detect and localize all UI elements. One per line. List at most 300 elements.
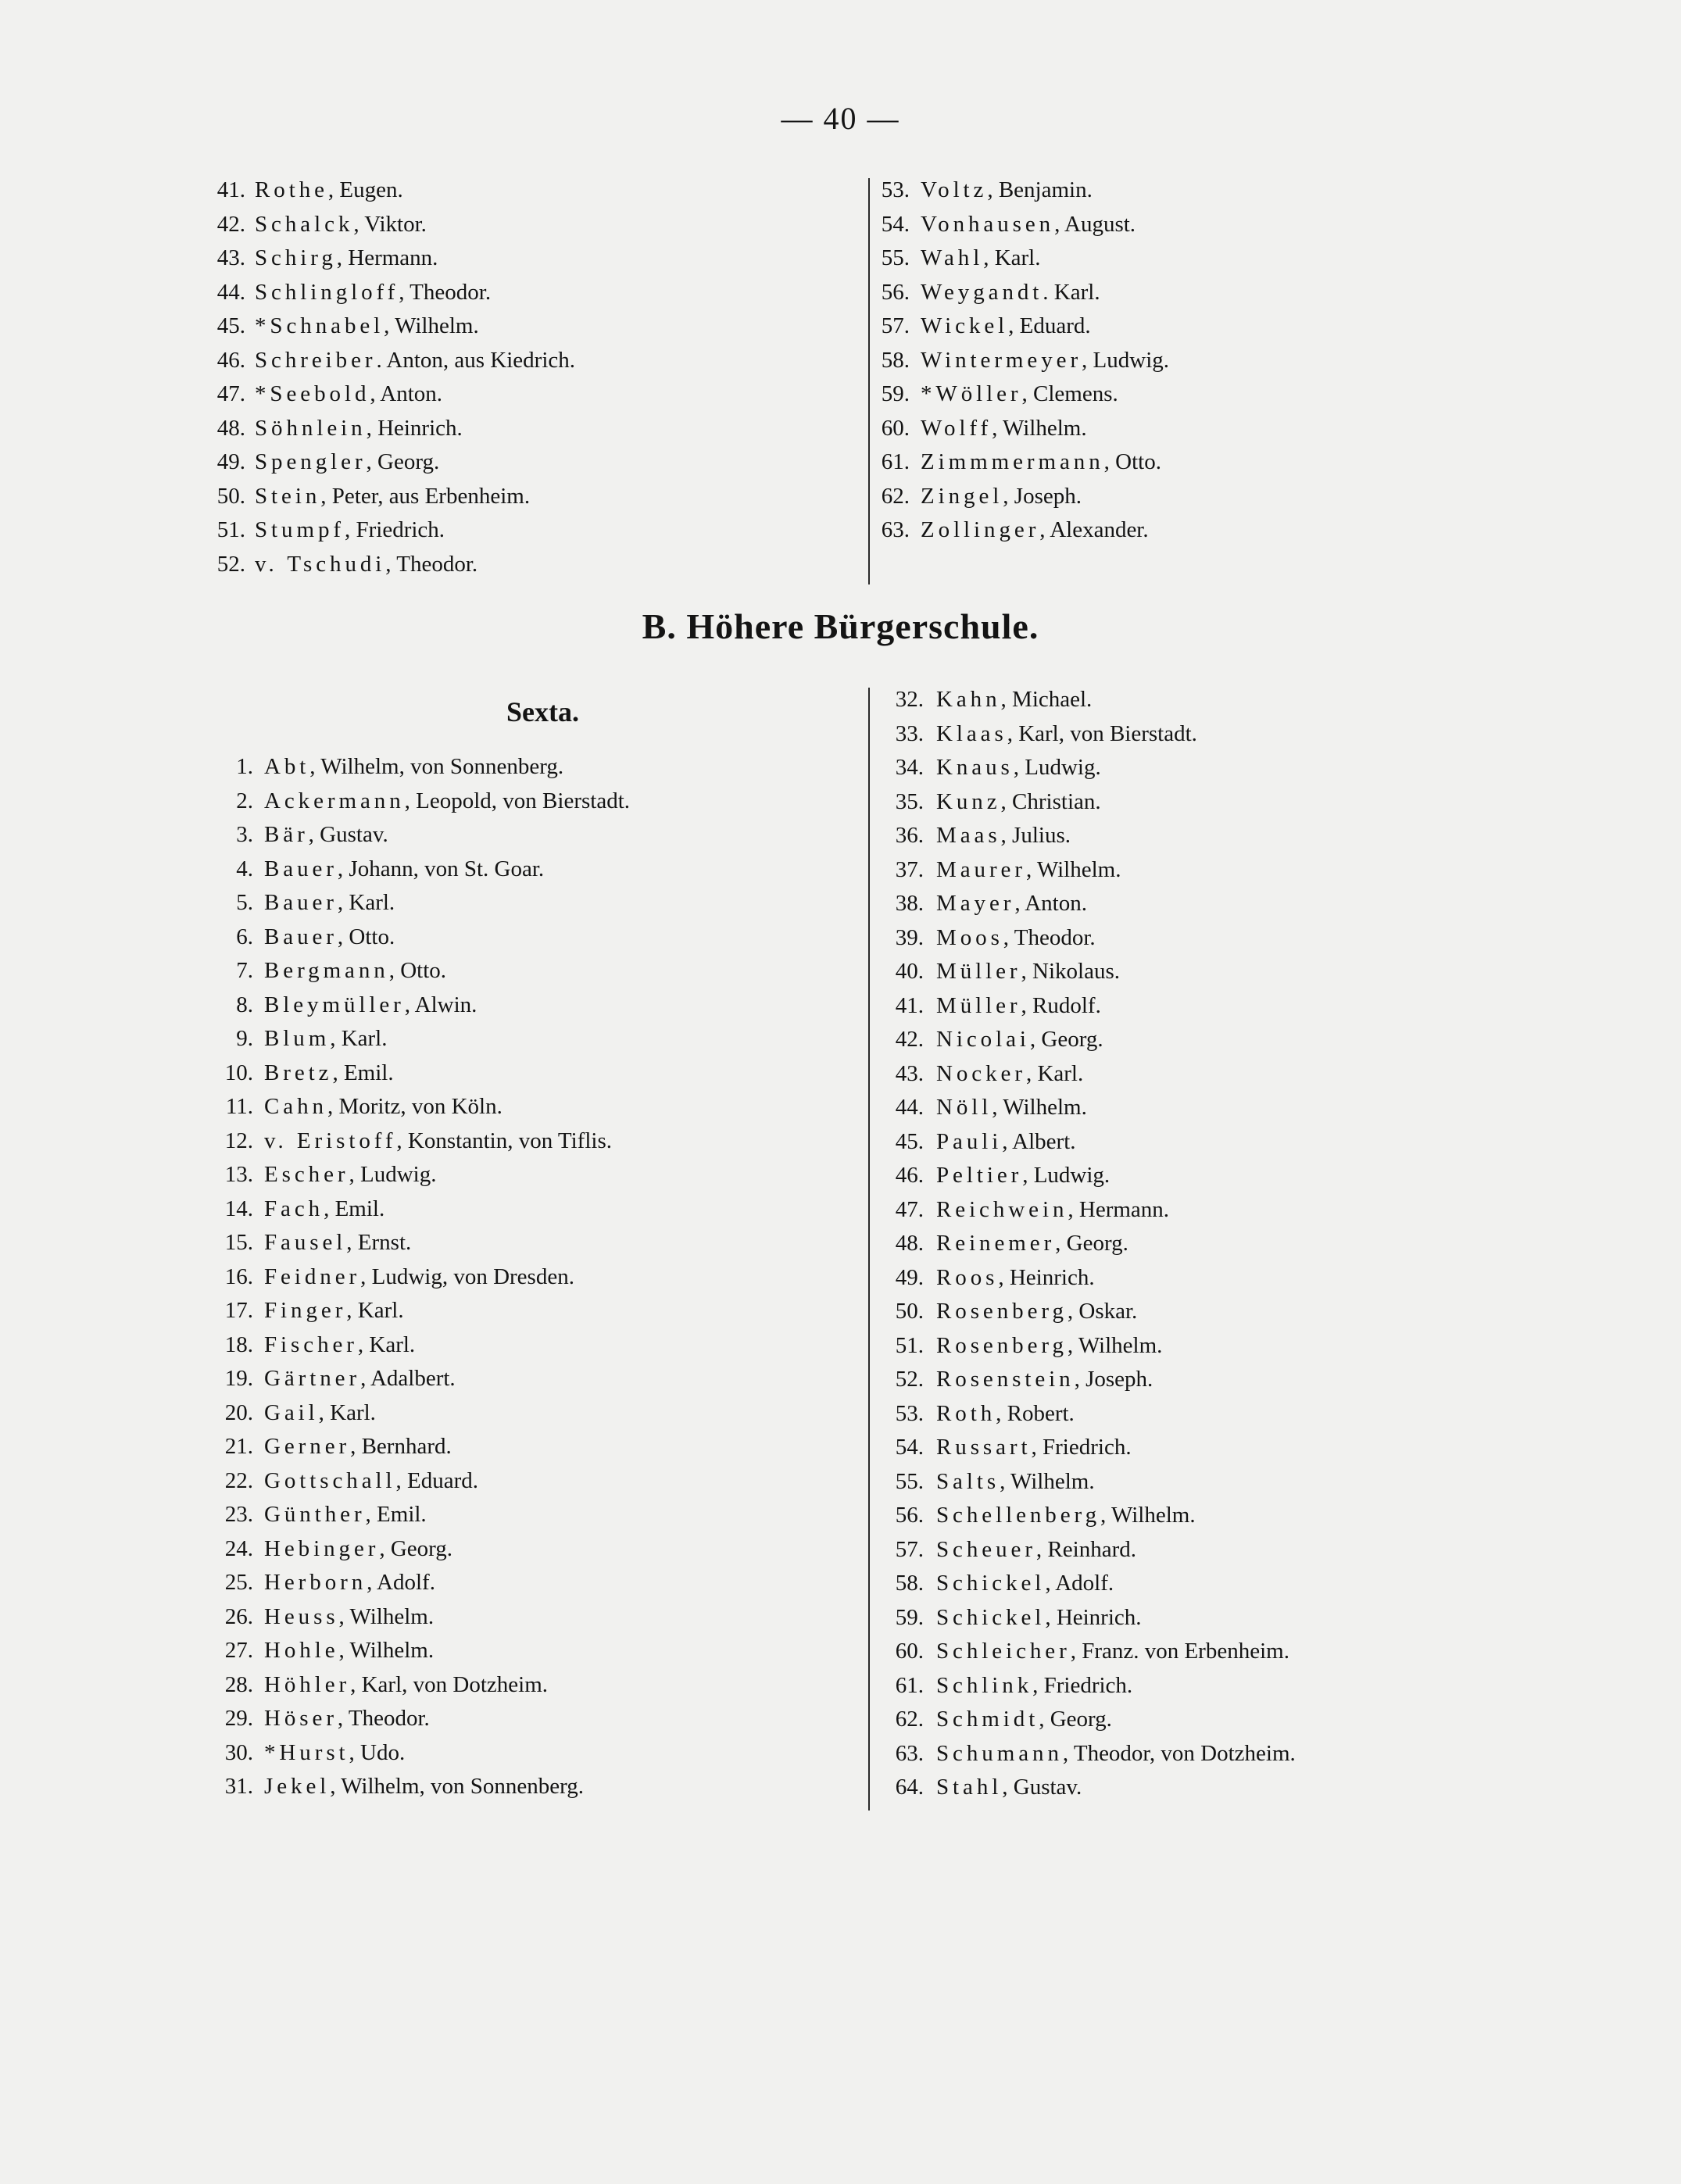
entry-name: [264, 1702, 430, 1736]
list-item: [869, 1703, 1510, 1737]
entry-name: [921, 241, 1040, 276]
entry-name: [264, 1158, 436, 1192]
surname: Spengler: [255, 449, 367, 474]
entry-name: [936, 1703, 1112, 1737]
given-name-details: , Wilhelm.: [992, 1095, 1087, 1120]
surname: Stein: [255, 483, 321, 509]
surname: Rosenberg: [936, 1299, 1068, 1324]
surname: *Hurst: [264, 1739, 349, 1765]
surname: Stahl: [936, 1775, 1003, 1800]
entry-number: 30.: [224, 1739, 253, 1765]
entry-number: 60.: [895, 1639, 924, 1664]
given-name-details: , Emil.: [324, 1196, 385, 1221]
entry-name: [255, 344, 575, 378]
list-item: [869, 1057, 1510, 1092]
list-item: [869, 1669, 1510, 1703]
given-name-details: , Friedrich.: [1031, 1435, 1132, 1460]
given-name-details: , Peter, aus Erbenheim.: [320, 483, 531, 509]
given-name-details: , Karl, von Bierstadt.: [1007, 720, 1197, 746]
given-name-details: , Georg.: [366, 449, 440, 474]
entry-name: [936, 1635, 1289, 1669]
list-item: [869, 1771, 1510, 1805]
entry-name: [936, 921, 1096, 956]
list-item: [195, 1056, 867, 1091]
entry-name: [264, 1328, 415, 1363]
entry-number: 3.: [236, 822, 253, 847]
surname: Stumpf: [255, 517, 345, 542]
list-item: [869, 1193, 1510, 1228]
entry-number: 7.: [236, 958, 253, 983]
surname: Gottschall: [264, 1467, 396, 1493]
given-name-details: , Friedrich.: [1032, 1672, 1133, 1698]
list-item: [195, 853, 867, 887]
entry-name: [264, 1090, 503, 1124]
entry-name: [264, 1294, 404, 1328]
given-name-details: , Theodor, von Dotzheim.: [1062, 1740, 1296, 1766]
entry-name: [936, 1227, 1128, 1261]
entry-name: [936, 887, 1087, 921]
entry-name: [264, 1634, 434, 1668]
list-item: [869, 412, 1510, 446]
surname: Wintermeyer: [921, 347, 1082, 373]
given-name-details: , Franz. von Erbenheim.: [1070, 1639, 1289, 1664]
list-item: [180, 377, 852, 412]
surname: Abt: [264, 754, 310, 779]
surname: Schlink: [936, 1672, 1033, 1698]
surname: Schleicher: [936, 1639, 1071, 1664]
list-item: [195, 1498, 867, 1532]
entry-number: 47.: [216, 381, 245, 406]
surname: Wolff: [921, 415, 993, 441]
surname: *Wöller: [921, 381, 1022, 406]
list-item: [180, 513, 852, 548]
entry-number: 51.: [895, 1332, 924, 1358]
entry-number: 58.: [895, 1571, 924, 1596]
section-heading: B. Höhere Bürgerschule.: [642, 606, 1039, 646]
surname: Salts: [936, 1468, 1000, 1494]
entry-number: 45.: [895, 1128, 924, 1154]
list-item: [869, 309, 1510, 344]
entry-number: 63.: [895, 1740, 924, 1766]
surname: Schreiber: [255, 347, 377, 373]
entry-number: 40.: [895, 959, 924, 984]
entry-number: 59.: [895, 1604, 924, 1630]
entry-name: [255, 309, 479, 344]
surname: Nöll: [936, 1095, 993, 1120]
entry-number: 33.: [895, 720, 924, 746]
entry-name: [936, 1499, 1196, 1533]
given-name-details: , Michael.: [1000, 687, 1093, 712]
list-item: [195, 954, 867, 988]
surname: Heuss: [264, 1603, 339, 1629]
entry-name: [936, 1329, 1162, 1364]
surname: Fausel: [264, 1230, 347, 1255]
given-name-details: , Eugen.: [327, 177, 403, 202]
given-name-details: , Anton.: [1014, 891, 1087, 916]
entry-number: 61.: [881, 449, 910, 474]
entry-name: [264, 1192, 384, 1227]
entry-name: [264, 1226, 411, 1260]
entry-number: 57.: [881, 313, 910, 338]
list-item: [180, 445, 852, 480]
entry-number: 36.: [895, 823, 924, 848]
surname: Zimmmermann: [921, 449, 1104, 474]
given-name-details: , Joseph.: [1003, 483, 1082, 509]
entry-name: [936, 1465, 1095, 1499]
entry-name: [921, 208, 1136, 242]
surname: Höser: [264, 1706, 338, 1731]
list-item: [869, 921, 1510, 956]
entry-number: 46.: [216, 347, 245, 373]
list-item: [195, 886, 867, 920]
entry-name: [255, 480, 530, 514]
list-item: [869, 1363, 1510, 1397]
entry-name: [264, 853, 544, 887]
surname: Mayer: [936, 891, 1015, 916]
list-item: [869, 513, 1510, 548]
entry-name: [921, 513, 1149, 548]
given-name-details: , Georg.: [1055, 1231, 1128, 1256]
list-item: [195, 1566, 867, 1600]
surname: Bauer: [264, 924, 338, 949]
list-item: [195, 1396, 867, 1431]
list-item: [195, 1328, 867, 1363]
list-item: [180, 173, 852, 208]
given-name-details: , Friedrich.: [344, 517, 445, 542]
entry-name: [936, 819, 1071, 853]
surname: Schellenberg: [936, 1503, 1101, 1528]
entry-number: 2.: [236, 788, 253, 813]
given-name-details: , Julius.: [1000, 823, 1071, 848]
given-name-details: , Otto.: [1103, 449, 1161, 474]
entry-number: 58.: [881, 347, 910, 373]
entry-number: 44.: [895, 1095, 924, 1120]
given-name-details: , Otto.: [337, 924, 395, 949]
entry-number: 61.: [895, 1672, 924, 1698]
list-item: [869, 1567, 1510, 1601]
given-name-details: , Theodor.: [1003, 924, 1096, 950]
entry-name: [936, 1601, 1142, 1635]
surname: Kunz: [936, 788, 1001, 814]
entry-name: [264, 1736, 405, 1771]
given-name-details: , Eduard.: [1008, 313, 1091, 338]
list-item: [869, 819, 1510, 853]
entry-name: [255, 241, 438, 276]
entry-number: 16.: [224, 1264, 253, 1289]
entry-name: [255, 173, 403, 208]
given-name-details: , Emil.: [332, 1060, 394, 1085]
surname: Bauer: [264, 890, 338, 915]
surname: Escher: [264, 1162, 349, 1187]
entry-name: [921, 276, 1100, 310]
entry-name: [255, 276, 491, 310]
list-item: [195, 785, 867, 819]
surname: Finger: [264, 1298, 347, 1323]
entry-number: 11.: [225, 1094, 253, 1119]
entry-name: [264, 1362, 456, 1396]
given-name-details: . Anton, aus Kiedrich.: [376, 347, 576, 373]
entry-number: 55.: [881, 245, 910, 270]
entry-name: [264, 785, 630, 819]
surname: Reichwein: [936, 1196, 1068, 1222]
given-name-details: , Karl.: [346, 1298, 404, 1323]
given-name-details: , Karl.: [330, 1026, 388, 1051]
given-name-details: , Oskar.: [1067, 1299, 1138, 1324]
entry-number: 43.: [895, 1060, 924, 1086]
list-item: [869, 173, 1510, 208]
entry-number: 50.: [216, 483, 245, 509]
surname: Fischer: [264, 1331, 358, 1357]
surname: Schalck: [255, 211, 354, 237]
entry-number: 60.: [881, 415, 910, 441]
entry-number: 52.: [216, 551, 245, 577]
given-name-details: , Theodor.: [337, 1706, 430, 1731]
surname: Gail: [264, 1399, 319, 1425]
entry-number: 48.: [895, 1231, 924, 1256]
entry-name: [921, 480, 1082, 514]
surname: *Seebold: [255, 381, 370, 406]
list-item: [180, 208, 852, 242]
list-item: [195, 1192, 867, 1227]
list-item: [869, 241, 1510, 276]
list-item: [869, 1159, 1510, 1193]
list-item: [195, 1260, 867, 1295]
given-name-details: , Ludwig, von Dresden.: [360, 1264, 574, 1289]
entry-number: 56.: [895, 1503, 924, 1528]
given-name-details: , Udo.: [349, 1739, 406, 1765]
surname: Voltz: [921, 177, 988, 202]
entry-name: [264, 1430, 452, 1464]
entry-number: 35.: [895, 788, 924, 814]
entry-name: [255, 548, 477, 582]
given-name-details: , Karl.: [337, 890, 395, 915]
entry-name: [936, 989, 1101, 1024]
given-name-details: , Georg.: [379, 1535, 453, 1561]
surname: Müller: [936, 992, 1021, 1018]
given-name-details: , Alwin.: [404, 992, 477, 1017]
given-name-details: , Hermann.: [336, 245, 438, 270]
surname: v. Eristoff: [264, 1128, 397, 1153]
list-item: [869, 276, 1510, 310]
surname: Weygandt: [921, 279, 1043, 305]
given-name-details: , Emil.: [365, 1502, 427, 1527]
entry-name: [936, 1771, 1082, 1805]
entry-number: 6.: [236, 924, 253, 949]
entry-name: [264, 886, 395, 920]
list-item: [195, 1090, 867, 1124]
entry-name: [264, 988, 477, 1023]
list-item: [195, 1464, 867, 1499]
entry-name: [936, 1737, 1296, 1771]
entry-number: 24.: [224, 1535, 253, 1561]
entry-number: 49.: [216, 449, 245, 474]
entry-name: [264, 954, 446, 988]
entry-number: 26.: [224, 1603, 253, 1629]
surname: Höhler: [264, 1671, 351, 1697]
list-item: [195, 1702, 867, 1736]
entry-name: [264, 1498, 427, 1532]
given-name-details: , Wilhelm.: [384, 313, 479, 338]
given-name-details: , Moritz, von Köln.: [327, 1094, 503, 1119]
entry-number: 12.: [224, 1128, 253, 1153]
surname: Wickel: [921, 313, 1009, 338]
list-item: [869, 208, 1510, 242]
surname: Ackermann: [264, 788, 405, 813]
list-item: [180, 548, 852, 582]
entry-name: [255, 208, 427, 242]
entry-number: 42.: [216, 211, 245, 237]
list-item: [869, 1499, 1510, 1533]
surname: Schmidt: [936, 1707, 1039, 1732]
entry-number: 54.: [895, 1435, 924, 1460]
list-item: [195, 1736, 867, 1771]
surname: Bär: [264, 822, 309, 847]
surname: Schirg: [255, 245, 337, 270]
list-item: [869, 1295, 1510, 1329]
entry-number: 17.: [224, 1298, 253, 1323]
entry-number: 23.: [224, 1502, 253, 1527]
given-name-details: , Gustav.: [308, 822, 388, 847]
entry-number: 42.: [895, 1027, 924, 1052]
entry-number: 1.: [236, 754, 253, 779]
entry-number: 15.: [224, 1230, 253, 1255]
entry-name: [936, 1091, 1087, 1125]
list-item: [195, 1294, 867, 1328]
entry-number: 50.: [895, 1299, 924, 1324]
given-name-details: , Theodor.: [385, 551, 478, 577]
entry-name: [936, 1261, 1095, 1296]
given-name-details: , Wilhelm.: [338, 1638, 435, 1663]
surname: Rothe: [255, 177, 328, 202]
entry-number: 41.: [216, 177, 245, 202]
entry-name: [921, 173, 1093, 208]
surname: Roos: [936, 1264, 999, 1290]
surname: Wahl: [921, 245, 984, 270]
entry-number: 55.: [895, 1468, 924, 1494]
entry-number: 31.: [224, 1774, 253, 1799]
given-name-details: , Albert.: [1002, 1128, 1076, 1154]
entry-name: [264, 1022, 387, 1056]
entry-number: 28.: [224, 1671, 253, 1697]
list-item: [869, 1227, 1510, 1261]
list-item: [869, 853, 1510, 888]
entry-name: [921, 377, 1118, 412]
given-name-details: , Viktor.: [353, 211, 427, 237]
entry-name: [936, 1669, 1132, 1703]
entry-number: 39.: [895, 924, 924, 950]
given-name-details: , Wilhelm.: [1100, 1503, 1196, 1528]
surname: Schlingloff: [255, 279, 399, 305]
given-name-details: , Wilhelm, von Sonnenberg.: [309, 754, 564, 779]
surname: Schumann: [936, 1740, 1063, 1766]
entry-number: 18.: [224, 1331, 253, 1357]
given-name-details: , Leopold, von Bierstadt.: [404, 788, 630, 813]
entry-number: 63.: [881, 517, 910, 542]
entry-name: [936, 1295, 1137, 1329]
entry-name: [936, 1363, 1153, 1397]
entry-name: [936, 683, 1092, 717]
given-name-details: , Ludwig.: [1082, 347, 1170, 373]
surname: Hohle: [264, 1638, 339, 1663]
entry-number: 10.: [224, 1060, 253, 1085]
list-item: [869, 1533, 1510, 1567]
list-item: [180, 276, 852, 310]
list-item: [195, 1770, 867, 1804]
entry-number: 21.: [224, 1434, 253, 1459]
given-name-details: , Rudolf.: [1021, 992, 1101, 1018]
list-item: [869, 717, 1510, 752]
entry-name: [264, 1770, 584, 1804]
entry-name: [936, 1159, 1110, 1193]
given-name-details: , Karl.: [357, 1331, 416, 1357]
given-name-details: , Konstantin, von Tiflis.: [396, 1128, 612, 1153]
given-name-details: , Heinrich.: [366, 415, 463, 441]
given-name-details: , Wilhelm.: [1025, 856, 1121, 882]
surname: Maurer: [936, 856, 1026, 882]
list-item: [195, 1668, 867, 1703]
given-name-details: , Karl.: [983, 245, 1041, 270]
given-name-details: , Bernhard.: [350, 1434, 452, 1459]
entry-name: [921, 309, 1091, 344]
list-item: [869, 344, 1510, 378]
given-name-details: , Ludwig.: [349, 1162, 437, 1187]
entry-number: 52.: [895, 1367, 924, 1392]
entry-number: 32.: [895, 687, 924, 712]
entry-number: 54.: [881, 211, 910, 237]
entry-name: [264, 1532, 452, 1567]
entry-name: [255, 445, 439, 480]
surname: Gerner: [264, 1434, 351, 1459]
entry-number: 49.: [895, 1264, 924, 1290]
surname: Söhnlein: [255, 415, 367, 441]
surname: Vonhausen: [921, 211, 1055, 237]
entry-name: [264, 750, 563, 785]
entry-number: 34.: [895, 755, 924, 780]
entry-number: 25.: [224, 1570, 253, 1595]
entry-name: [264, 1260, 574, 1295]
list-item: [195, 1226, 867, 1260]
given-name-details: , Otto.: [388, 958, 447, 983]
surname: Zingel: [921, 483, 1003, 509]
given-name-details: , Christian.: [1000, 788, 1101, 814]
given-name-details: , Clemens.: [1021, 381, 1118, 406]
entry-number: 62.: [881, 483, 910, 509]
entry-number: 53.: [881, 177, 910, 202]
surname: Rosenberg: [936, 1332, 1068, 1358]
surname: Pauli: [936, 1128, 1003, 1154]
surname: Peltier: [936, 1163, 1023, 1188]
list-item: [869, 1397, 1510, 1432]
given-name-details: , Anton.: [370, 381, 443, 406]
entry-name: [264, 920, 395, 955]
given-name-details: , Wilhelm.: [1067, 1332, 1163, 1358]
entry-number: 22.: [224, 1467, 253, 1493]
student-list-top-left: [180, 173, 852, 581]
entry-name: [936, 1397, 1075, 1432]
given-name-details: , Johann, von St. Goar.: [337, 856, 545, 881]
entry-name: [264, 818, 388, 853]
surname: Blum: [264, 1026, 331, 1051]
surname: Herborn: [264, 1570, 367, 1595]
list-item: [869, 1431, 1510, 1465]
given-name-details: , Eduard.: [395, 1467, 479, 1493]
entry-name: [921, 412, 1087, 446]
list-item: [195, 818, 867, 853]
student-list-bottom-left: [195, 750, 867, 1804]
entry-name: [936, 955, 1120, 989]
given-name-details: , Adolf.: [367, 1570, 435, 1595]
surname: v. Tschudi: [255, 551, 386, 577]
